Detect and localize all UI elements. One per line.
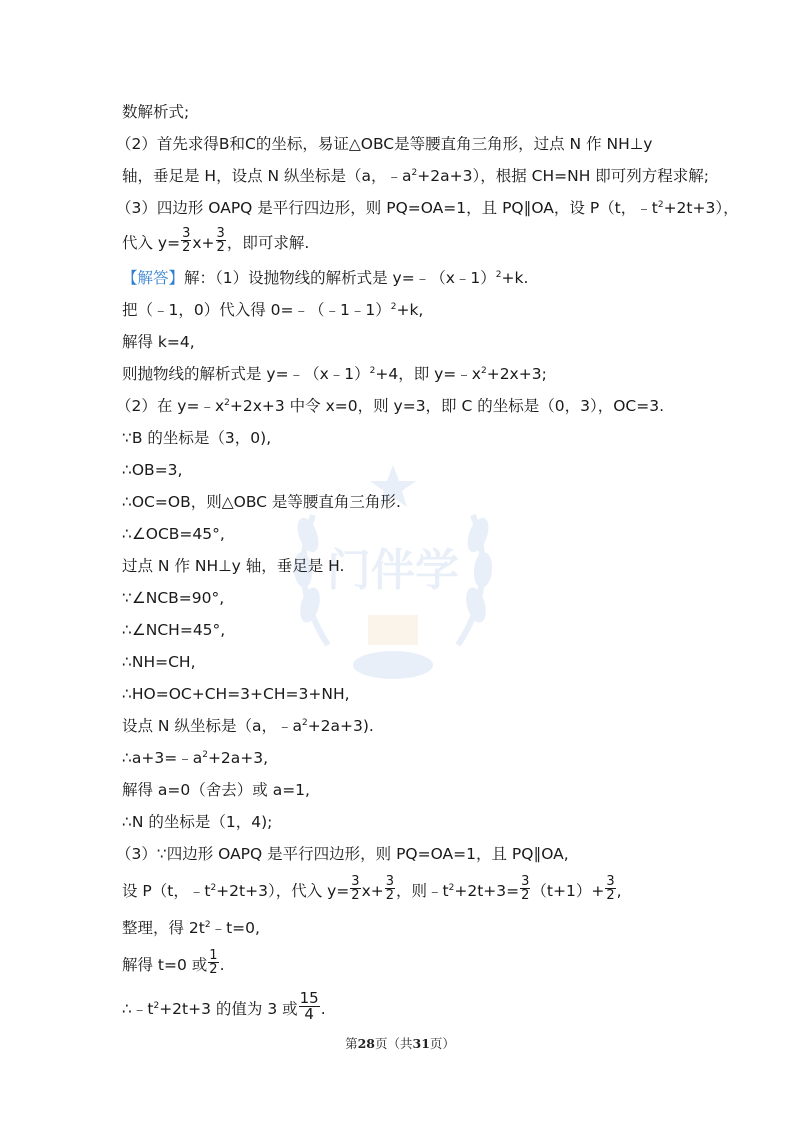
page-number: 28 [357,1036,375,1051]
line-16: ∵∠NCB=90°, [122,589,225,607]
line-28: $\therefore﹣t^2+2t+3$ 的值为 3 或 $\frac{15}{4}$ . [122,989,326,1023]
watermark-text: 门伴学 [327,545,459,596]
line-1: 数解析式; [122,103,190,121]
line-9: 则抛物线的解析式是 y=﹣（x﹣1）$^2$+4，即 $y=﹣x^2+2x+3$; [122,365,547,383]
line-7: 把（﹣1，0）代入得 0=﹣（﹣1﹣1）$^2$+k, [122,301,424,319]
line-26: 整理，得 $2t^2﹣t=0$, [122,919,260,937]
line-20: 设点 N 纵坐标是（a，$﹣a^2+2a+3$). [122,717,374,735]
line-12: ∴OB=3, [122,461,183,479]
line-13: ∴OC=OB，则△OBC 是等腰直角三角形. [122,493,401,511]
line-6: 【解答】解：（1）设抛物线的解析式是 y=﹣（x﹣1）$^2$+k. [122,269,529,287]
line-2: （2）首先求得B和C的坐标，易证△OBC是等腰直角三角形，过点 N 作 NH⊥y [116,135,653,153]
line-21: $\therefore a+3=﹣a^2+2a+3$, [122,749,269,767]
page-footer: 第28页（共31页） [345,1036,455,1051]
answer-tag: 【解答】 [122,269,185,287]
line-24: （3）∵四边形 OAPQ 是平行四边形，则 PQ=OA=1，且 PQ∥OA, [116,845,569,863]
line-14: ∴∠OCB=45°, [122,525,225,543]
line-4: （3）四边形 OAPQ 是平行四边形，则 PQ=OA=1，且 PQ∥OA，设 P（t，$﹣t^2+2t+3$）， [116,199,739,217]
line-27: 解得 t=0 或 $\frac{1}{2}$ . [122,948,225,977]
line-5: 代入 y= $\frac{3}{2}$ x+ $\frac{3}{2}$ ，即可求解. [122,226,310,255]
line-18: ∴NH=CH, [122,653,196,671]
line-25: 设 P（t，$﹣t^2+2t+3$），代入 y= $\frac{3}{2}$ x+ $\frac{3}{2}$ ，则$﹣t^2+2t+3=$ $\frac{3}{2}$ （t+1）+ $\frac{3}{2}$ , [122,874,622,903]
line-17: ∴∠NCH=45°, [122,621,226,639]
line-3: 轴，垂足是 H，设点 N 纵坐标是（a，$﹣a^2+2a+3$），根据 CH=NH 即可列方程求解; [122,167,710,185]
line-8: 解得 k=4, [122,333,195,351]
line-19: ∴HO=OC+CH=3+CH=3+NH, [122,685,350,703]
line-23: ∴N 的坐标是（1，4); [122,813,273,831]
line-11: ∵B 的坐标是（3，0), [122,429,272,447]
page-total: 31 [412,1036,430,1051]
line-22: 解得 a=0（舍去）或 a=1, [122,781,310,799]
line-15: 过点 N 作 NH⊥y 轴，垂足是 H. [122,557,345,575]
line-10: （2）在 $y=﹣x^2+2x+3$ 中令 x=0，则 y=3，即 C 的坐标是（0，3），OC=3. [116,397,665,415]
